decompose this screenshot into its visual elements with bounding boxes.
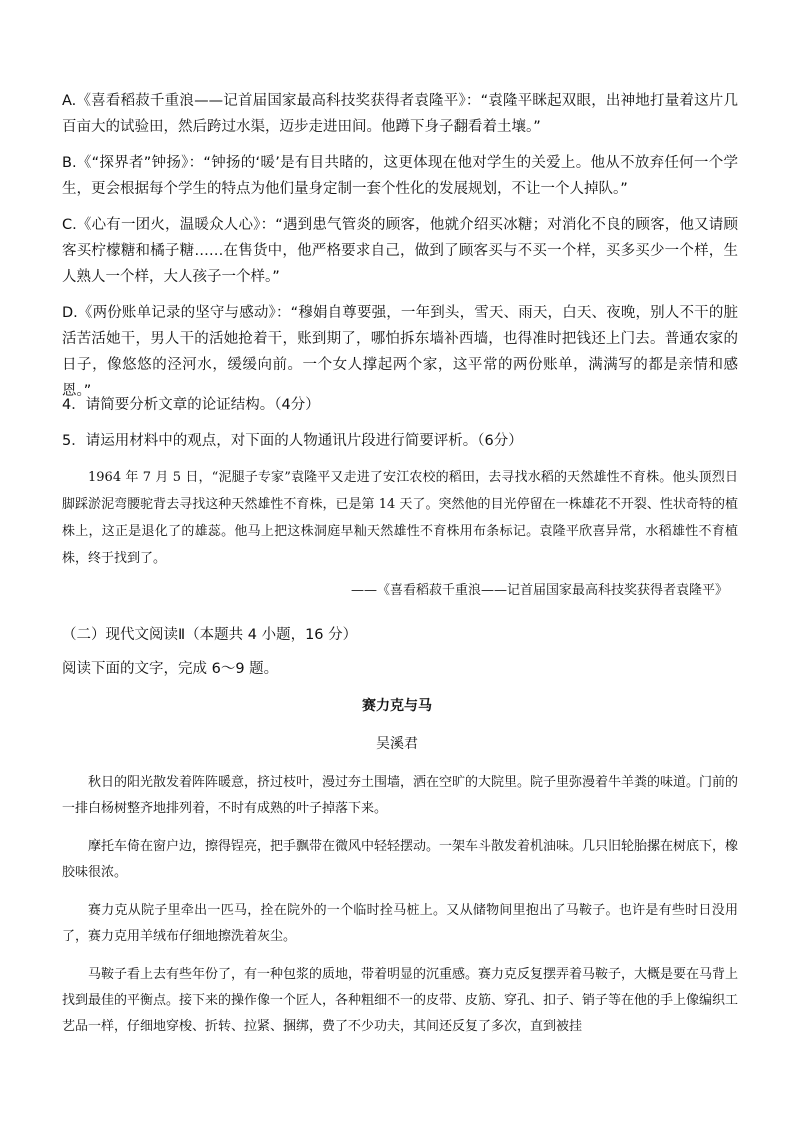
story-paragraph: 秋日的阳光散发着阵阵暖意，挤过枝叶，漫过夯土围墙，洒在空旷的大院里。院子里弥漫着牛羊粪的味道。门前的一排白杨树整齐地排列着，不时有成熟的叶子掉落下来。	[62, 775, 739, 816]
question-4: 4．请简要分析文章的论证结构。（4分）	[62, 397, 320, 413]
option-a: A.《喜看稻菽千重浪——记首届国家最高科技奖获得者袁隆平》：“袁隆平眯起双眼，出神地打量着这片几百亩大的试验田，然后跨过水渠，迈步走进田间。他蹲下身子翻看着土壤。”	[62, 93, 738, 135]
story-paragraph: 赛力克从院子里牵出一匹马，拴在院外的一个临时拴马桩上。又从储物间里抱出了马鞍子。也许是有些时日没用了，赛力克用羊绒布仔细地擦洗着灰尘。	[62, 903, 738, 944]
story-paragraph: 马鞍子看上去有些年份了，有一种包浆的质地，带着明显的沉重感。赛力克反复摆弄着马鞍子，大概是要在马背上找到最佳的平衡点。接下来的操作像一个匠人，各种粗细不一的皮带、皮筋、穿孔、扣子、销子等在他的手上像编织工艺品一样，仔细地穿梭、折转、拉紧、捆绑，费了不少功夫，其间还反复了多次，直到被挂	[62, 967, 739, 1034]
reading-instruction: 阅读下面的文字，完成 6～9 题。	[62, 661, 279, 677]
option-c: C.《心有一团火，温暖众人心》：“遇到患气管炎的顾客，他就介绍买冰糖；对消化不良的顾客，他又请顾客买柠檬糖和橘子糖……在售货中，他严格要求自己，做到了顾客买与不买一个样，买多买少一个样，生人熟人一个样，大人孩子一个样。”	[62, 217, 738, 285]
story-paragraph: 摩托车倚在窗户边，擦得锃亮，把手飘带在微风中轻轻摆动。一架车斗散发着机油味。几只旧轮胎摞在树底下，橡胶味很浓。	[62, 839, 739, 880]
option-d: D.《两份账单记录的坚守与感动》：“穆娟自尊要强，一年到头，雪天、雨天，白天、夜晚，别人不干的脏活苦活她干，男人干的活她抢着干，账到期了，哪怕拆东墙补西墙，也得准时把钱还上门去。普通农家的日子，像悠悠的泾河水，缓缓向前。一个女人撑起两个家，这平常的两份账单，满满写的都是亲情和感恩。”	[62, 305, 738, 399]
story-author: 吴溪君	[376, 736, 418, 752]
excerpt-source: ——《喜看稻菽千重浪——记首届国家最高科技奖获得者袁隆平》	[350, 583, 728, 598]
quoted-excerpt: 1964 年 7 月 5 日，“泥腿子专家”袁隆平又走进了安江农校的稻田，去寻找水稻的天然雄性不育株。他头顶烈日脚踩淤泥弯腰驼背去寻找这种天然雄性不育株，已是第 14 天了。突然他的目光停留在一株雄花不开裂、性状奇特的植株上，这正是退化了的雄蕊。他马上把这株洞庭早籼天然雄性不育株用布条标记。袁隆平欣喜异常，水稻雄性不育植株，终于找到了。	[62, 470, 738, 566]
option-b: B.《“探界者”钟扬》：“钟扬的‘暖’是有目共睹的，这更体现在他对学生的关爱上。他从不放弃任何一个学生，更会根据每个学生的特点为他们量身定制一套个性化的发展规划，不让一个人掉队。”	[62, 155, 738, 197]
question-5: 5．请运用材料中的观点，对下面的人物通讯片段进行简要评析。（6分）	[62, 433, 523, 449]
section-heading: （二）现代文阅读Ⅱ（本题共 4 小题，16 分）	[62, 627, 358, 643]
story-title: 赛力克与马	[362, 698, 432, 714]
